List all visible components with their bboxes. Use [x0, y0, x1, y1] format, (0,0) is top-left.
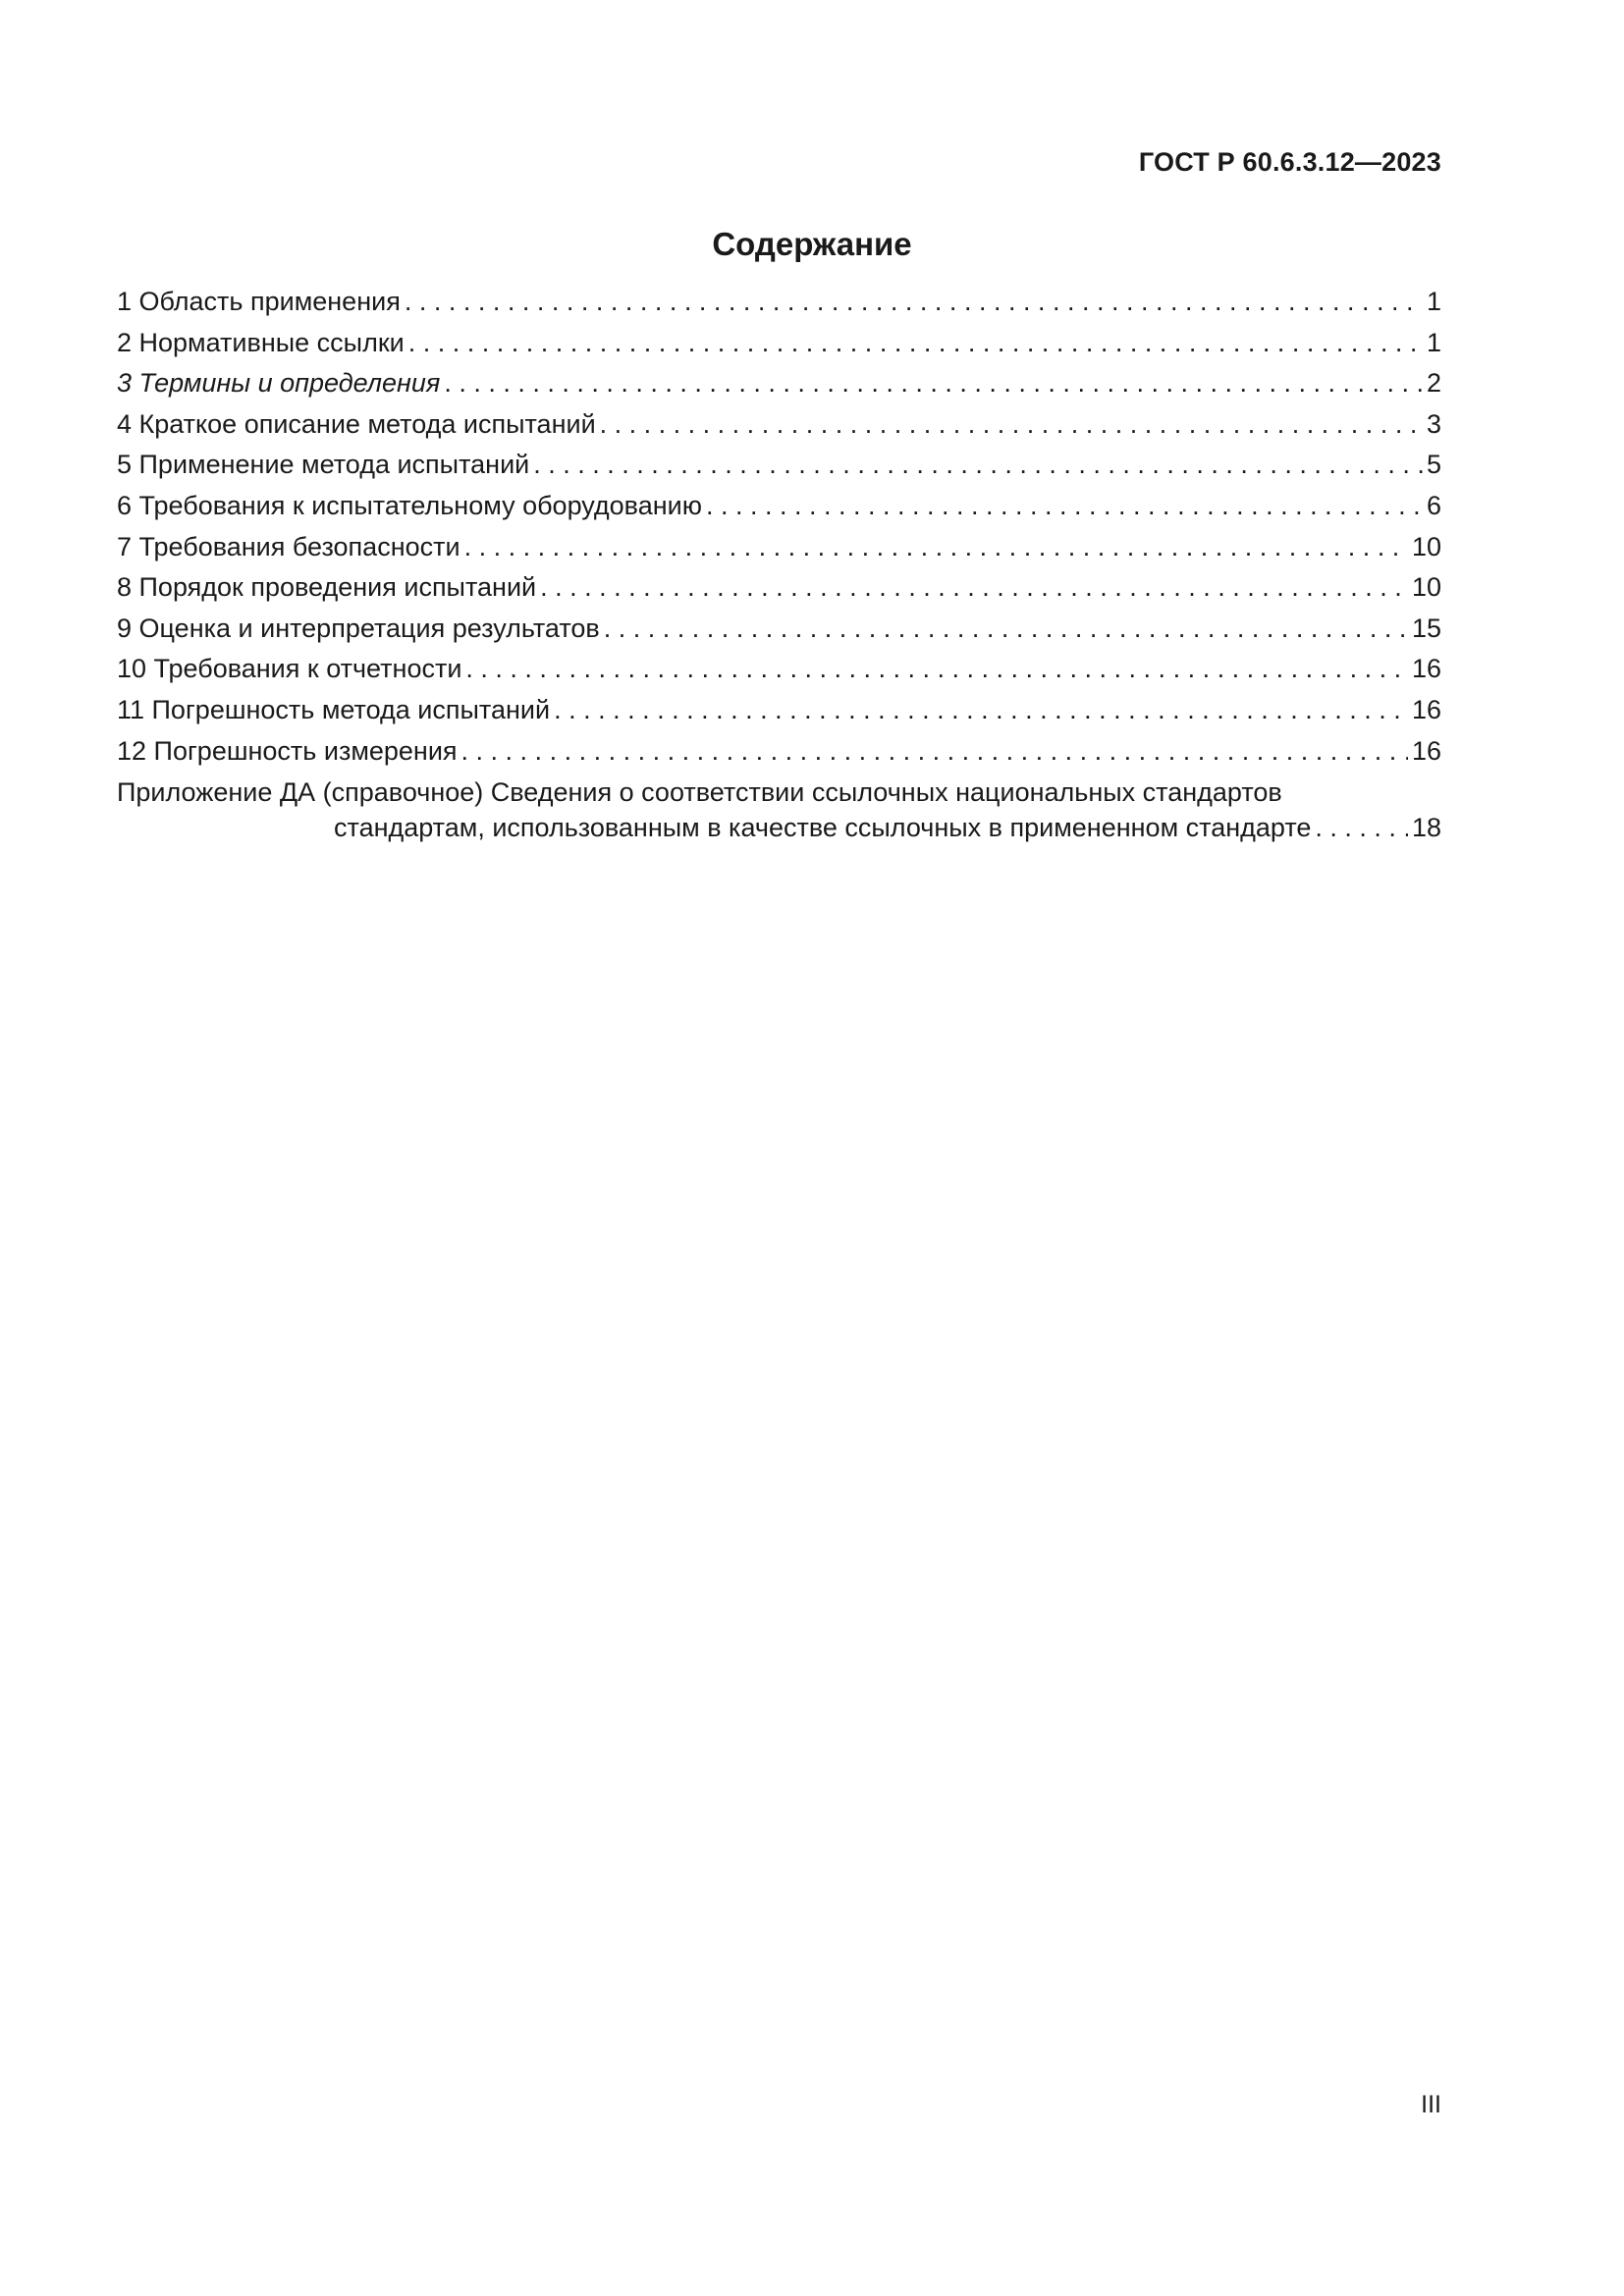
toc-item-label: 12 Погрешность измерения	[117, 735, 458, 766]
document-code: ГОСТ Р 60.6.3.12—2023	[1138, 147, 1441, 177]
toc-dot-leader	[600, 409, 1423, 440]
toc-item-label: 8 Порядок проведения испытаний	[117, 572, 537, 603]
toc-item-page: 10	[1411, 531, 1441, 561]
toc-dot-leader	[461, 736, 1408, 767]
toc-item-page: 16	[1411, 735, 1441, 766]
toc-item-label: 4 Краткое описание метода испытаний	[117, 408, 596, 439]
toc-item[interactable]	[117, 695, 1441, 736]
toc-item[interactable]	[117, 572, 1441, 614]
toc-item-page: 10	[1411, 572, 1441, 603]
toc-item-page: 15	[1411, 613, 1441, 643]
toc-item[interactable]	[117, 491, 1441, 532]
toc-dot-leader	[405, 287, 1423, 317]
toc-item[interactable]	[117, 614, 1441, 655]
toc-item-label: 2 Нормативные ссылки	[117, 327, 405, 357]
toc-dot-leader	[554, 695, 1408, 725]
toc-dot-leader	[533, 450, 1423, 480]
toc-item-label: 1 Область применения	[117, 287, 401, 316]
toc-item[interactable]	[117, 532, 1441, 573]
toc-item-page: 2	[1426, 368, 1441, 399]
toc-item[interactable]	[117, 328, 1441, 369]
toc-item-label: 5 Применение метода испытаний	[117, 450, 530, 480]
toc-item-label: 7 Требования безопасности	[117, 531, 460, 561]
toc-annex-item[interactable]	[117, 777, 1441, 843]
toc-item-page: 1	[1426, 287, 1441, 316]
toc-item-page: 3	[1426, 408, 1441, 439]
toc-dot-leader	[444, 368, 1423, 399]
annex-title-line2-row	[117, 813, 1441, 843]
toc-item-label: 3 Термины и определения	[117, 368, 441, 399]
toc-item-label: 9 Оценка и интерпретация результатов	[117, 613, 600, 643]
toc-dot-leader	[540, 572, 1408, 603]
toc-item-page: 16	[1411, 654, 1441, 684]
toc-dot-leader	[706, 491, 1423, 521]
page-number: III	[1421, 2091, 1441, 2118]
toc-item[interactable]	[117, 450, 1441, 491]
toc-title: Содержание	[712, 226, 912, 262]
toc-item-label: 6 Требования к испытательному оборудованию	[117, 490, 702, 520]
toc-dot-leader	[1315, 813, 1408, 843]
toc-dot-leader	[604, 614, 1408, 644]
toc-item-label: 10 Требования к отчетности	[117, 654, 462, 684]
toc-item-page: 5	[1426, 450, 1441, 480]
toc-item-page: 6	[1426, 490, 1441, 520]
toc-dot-leader	[408, 328, 1423, 358]
toc-dot-leader	[465, 654, 1408, 684]
toc-item[interactable]	[117, 654, 1441, 695]
toc-item[interactable]	[117, 736, 1441, 777]
annex-title-line2: стандартам, использованным в качестве ссылочных в примененном стандарте	[334, 813, 1312, 843]
annex-page: 18	[1411, 813, 1441, 843]
table-of-contents	[117, 287, 1441, 843]
toc-item-page: 1	[1426, 327, 1441, 357]
toc-item[interactable]	[117, 368, 1441, 409]
toc-item-page: 16	[1411, 694, 1441, 724]
annex-title-line1: Приложение ДА (справочное) Сведения о соответствии ссылочных национальных стандартов	[117, 777, 1282, 808]
toc-item-label: 11 Погрешность метода испытаний	[117, 694, 551, 724]
toc-dot-leader	[464, 532, 1408, 562]
toc-item[interactable]	[117, 409, 1441, 451]
toc-item[interactable]	[117, 287, 1441, 328]
